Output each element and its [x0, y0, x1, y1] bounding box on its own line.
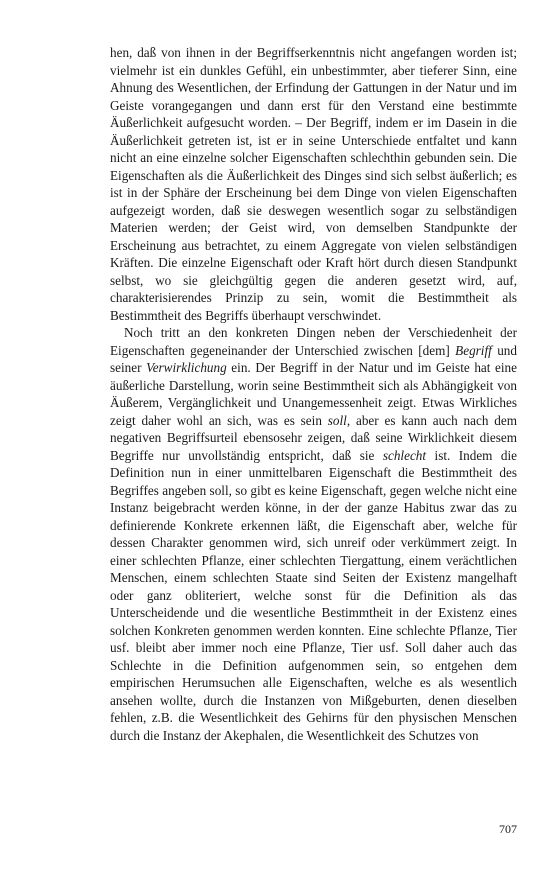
text-run: ein. Der Begriff in der Natur und im Geiste hat eine äußerliche Darstellung, worin seine Bestimmtheit sich als Abhängigkeit von Äußerem, Vergänglichkeit und Unangemessenheit zeigt. Etwas Wirkliches zeigt daher wohl an sich, was es sein [110, 360, 518, 428]
italic-term-begriff: Begriff [455, 342, 492, 358]
paragraph-new [110, 324, 517, 744]
italic-term-verwirklichung: Verwirklichung [146, 360, 227, 375]
text-run: Noch tritt an den konkreten Dingen neben der Verschiedenheit der Eigenschaften gegeneinander der Unterschied zwischen [dem] [110, 325, 517, 358]
italic-term-schlecht: schlecht [382, 447, 427, 463]
text-run: und seiner [110, 342, 517, 375]
text-run: , aber es kann auch nach dem negativen Begriffsurteil ebensosehr zeigen, daß seine Wirklichkeit diesem Begriffe nur unvollständig entspricht, daß sie [110, 412, 517, 463]
text-run: ist. Indem die Definition nun in einer unmittelbaren Eigenschaft die Bestimmtheit des Begriffes angeben soll, so gibt es keine Eigenschaft, gegen welche nicht eine Instanz beigebracht werden könne, in der der ganze Habitus zwar das zu definierende Konkrete erkennen läßt, die Eigenschaft aber, welche für dessen Charakter genommen wird, sich unreif oder verkümmert zeigt. In einer schlechten Pflanze, einer schlechten Tiergattung, einem verächtlichen Menschen, einem schlechten Staate sind Seiten der Existenz mangelhaft oder ganz obliteriert, welche sonst für die Definition als das Unterscheidende und die wesentliche Bestimmtheit in der Existenz eines solchen Konkreten genommen werden konnten. Eine schlechte Pflanze, Tier usf. bleibt aber immer noch eine Pflanze, Tier usf. Soll daher auch das Schlechte in die Definition aufgenommen sein, so entgehen dem empirischen Herumsuchen alle Eigenschaften, welche es als wesentlich ansehen wollte, durch die Instanzen von Mißgeburten, denen dieselben fehlen, z.B. die Wesentlichkeit des Gehirns für den physischen Menschen durch die Instanz der Akephalen, die Wesentlichkeit des Schutzes von [110, 447, 518, 743]
page-number: 707 [499, 822, 517, 836]
paragraph-continued: hen, daß von ihnen in der Begriffserkenntnis nicht angefangen worden ist; vielmehr ist ein dunkles Gefühl, ein unbestimmter, aber tieferer Sinn, eine Ahnung des Wesentlichen, der Erfindung der Gattungen in der Natur und im Geiste vorangegangen und dann erst für den Verstand eine bestimmte Äußerlichkeit aufgesucht worden. – Der Begriff, indem er im Dasein in die Äußerlichkeit getreten ist, ist er in seine Unterschiede entfaltet und kann nicht an eine einzelne solcher Eigenschaften schlechthin gebunden sein. Die Eigenschaften als die Äußerlichkeit des Dinges sind sich selbst äußerlich; es ist in der Sphäre der Erscheinung bei dem Dinge von vielen Eigenschaften aufgezeigt worden, daß sie deswegen wesentlich sogar zu selbständigen Materien werden; der Geist wird, von demselben Standpunkte der Erscheinung aus betrachtet, zu einem Aggregate von vielen selbständigen Kräften. Die einzelne Eigenschaft oder Kraft hört durch diesen Standpunkt selbst, wo sie gleichgültig gegen die anderen gesetzt wird, auf, charakterisierendes Prinzip zu sein, womit die Bestimmtheit als Bestimmtheit des Begriffs überhaupt verschwindet. [110, 45, 517, 323]
body-text [110, 44, 517, 744]
italic-term-soll: soll [327, 412, 347, 428]
